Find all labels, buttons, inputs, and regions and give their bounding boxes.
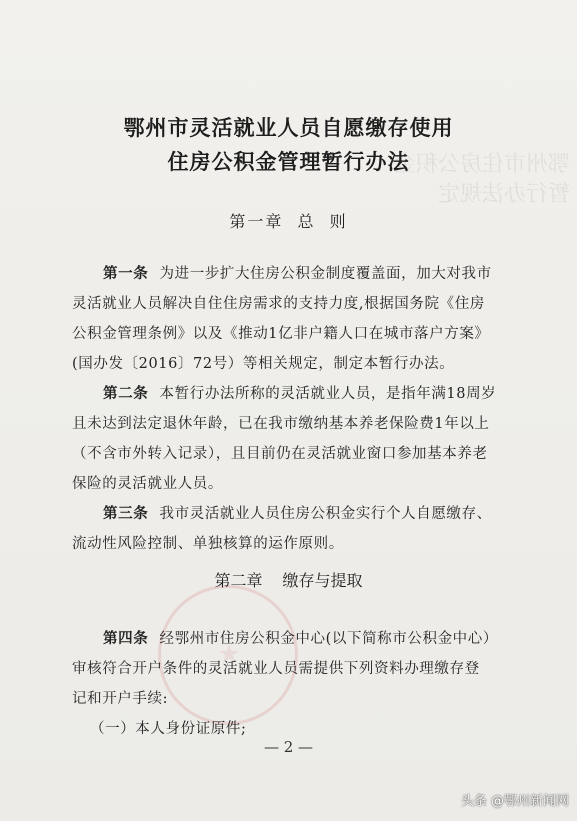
article-3-label: 第三条 — [103, 505, 149, 522]
article-1-line-4: (国办发〔2016〕72号）等相关规定，制定本暂行办法。 — [72, 356, 455, 372]
article-2-line-2: 且未达到法定退休年龄，已在我市缴纳基本养老保险费1年以上 — [72, 416, 490, 432]
article-4-label: 第四条 — [103, 630, 149, 647]
article-1-text: 为进一步扩大住房公积金制度覆盖面，加大对我市 — [159, 266, 492, 282]
article-4-line-3: 记和开户手续: — [72, 691, 169, 707]
article-1-line-3: 公积金管理条例》以及《推动1亿非户籍人口在城市落户方案》 — [72, 326, 490, 342]
article-1-first-line — [103, 262, 492, 283]
article-1-line-2: 灵活就业人员解决自住住房需求的支持力度,根据国务院《住房 — [72, 296, 485, 312]
article-4-text: 经鄂州市住房公积金中心(以下简称市公积金中心） — [159, 631, 498, 647]
chapter-2-heading — [0, 568, 577, 591]
article-2-line-4: 保险的灵活就业人员。 — [72, 476, 223, 492]
bleed-through-text: 鄂州市住房公积金 暂行办法规定 — [393, 152, 570, 207]
article-3-text: 我市灵活就业人员住房公积金实行个人自愿缴存、 — [159, 506, 492, 522]
official-seal-stamp — [158, 585, 298, 725]
article-2-first-line — [103, 382, 496, 403]
document-title-line-1: 鄂州市灵活就业人员自愿缴存使用 — [123, 115, 454, 140]
article-2-line-3: （不含市外转入记录），且目前仍在灵活就业窗口参加基本养老 — [72, 446, 488, 462]
article-4-item-1: （一）本人身份证原件; — [90, 721, 247, 737]
article-2-text: 本暂行办法所称的灵活就业人员，是指年满18周岁 — [159, 386, 497, 402]
document-title-line-2: 住房公积金管理暂行办法 — [167, 149, 410, 174]
chapter-2-title: 缴存与提取 — [282, 571, 363, 590]
article-4-line-2: 审核符合开户条件的灵活就业人员需提供下列资料办理缴存登 — [72, 661, 480, 677]
chapter-2-number: 第二章 — [214, 571, 263, 590]
article-4-first-line — [103, 627, 498, 648]
source-watermark: 头条 @鄂州新闻网 — [460, 794, 569, 809]
page-number: — 2 — — [263, 738, 314, 756]
article-3-line-2: 流动性风险控制、单独核算的运作原则。 — [72, 536, 344, 552]
article-2-label: 第二条 — [103, 385, 149, 402]
article-3-first-line — [103, 502, 492, 523]
article-1-label: 第一条 — [103, 265, 149, 282]
chapter-1-heading: 第一章 总 则 — [229, 212, 348, 231]
